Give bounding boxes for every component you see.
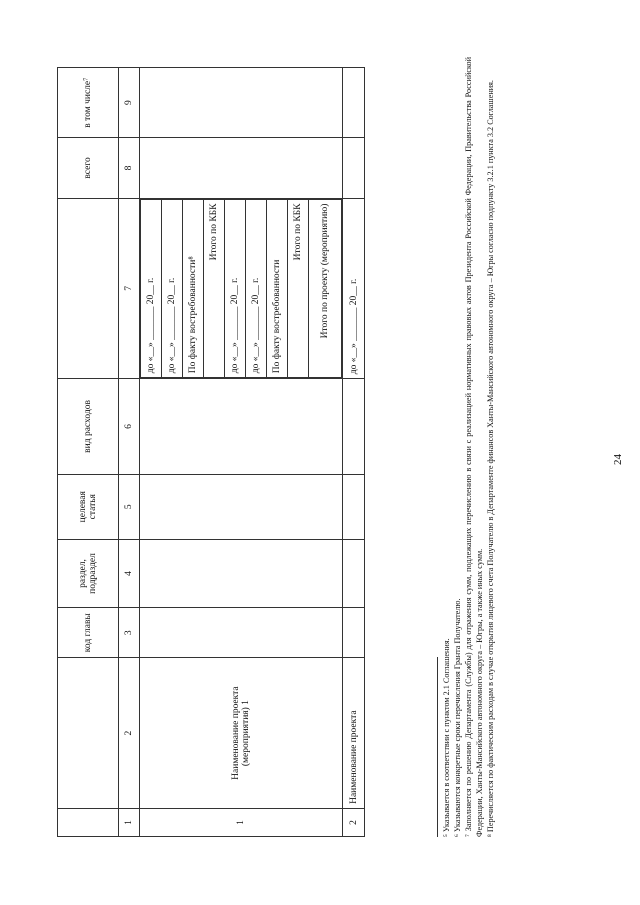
empty-cell [343,138,365,198]
project-name: Наименование проекта [343,658,365,809]
header-cell: код главы [58,608,119,658]
deadline-line: до «__» _______ 20__ г. [246,199,267,378]
fact-line: По факту востребованности [267,199,288,378]
deadline-line: до «__» _______ 20__ г. [141,199,162,378]
header-cell: в том числе⁷ [58,68,119,138]
empty-cell [140,608,343,658]
header-cell: всего [58,138,119,198]
empty-cell [140,539,343,607]
col-num: 3 [119,608,140,658]
empty-cell [343,608,365,658]
project-name: Наименование проекта (мероприятия) 1 [140,658,343,809]
header-cell: раздел, подраздел [58,539,119,607]
schedule-lines [140,199,342,379]
page-number: 24 [612,454,624,465]
empty-cell [343,474,365,539]
col-num: 5 [119,474,140,539]
header-cell [58,198,119,379]
header-cell: целевая статья [58,474,119,539]
empty-cell [140,474,343,539]
grant-schedule-table [57,67,365,837]
schedule-cell [140,198,343,379]
row-number: 2 [343,808,365,836]
footnote: ⁸ Перечисляется по фактическим расходам в случае открытия лицевого счета Получателю в Департаменте финансов Ханты-Мансийского автономного округа – Югры согласно подпункту 3.2.1 пункта 3.2 Соглашения. [486,80,495,837]
footnote: ⁶ Указываются конкретные сроки перечисления Гранта Получателю. [453,598,462,837]
empty-cell [140,68,343,138]
empty-cell [343,539,365,607]
footnote: ⁵ Указывается в соответствии с пунктом 2.1 Соглашения. [442,638,451,837]
footnote-rule [437,657,438,837]
footnote: ⁷ Заполняется по решению Департамента (Службы) для отражения сумм, подлежащих перечислению в связи с реализацией нормативных правовых актов Президента Российской Федерации, Правительства Российской Федерации, Ханты-Мансийского автономного округа – Югры, а также иных сумм. [464,57,484,837]
header-cell [58,658,119,809]
header-cell [58,808,119,836]
col-num: 9 [119,68,140,138]
col-num: 4 [119,539,140,607]
col-num: 6 [119,379,140,474]
deadline-line: до «__» _______ 20__ г. [343,198,365,379]
table-row [343,68,365,837]
header-cell: вид расходов [58,379,119,474]
total-kbk: Итого по КБК [288,199,309,378]
header-row [58,68,119,837]
col-num: 7 [119,198,140,379]
total-project: Итого по проекту (мероприятию) [309,199,342,378]
empty-cell [343,379,365,474]
total-kbk: Итого по КБК [204,199,225,378]
table-row [140,68,343,837]
footnotes [437,57,496,837]
row-number: 1 [140,808,343,836]
col-num: 1 [119,808,140,836]
empty-cell [343,68,365,138]
empty-cell [140,379,343,474]
col-num: 2 [119,658,140,809]
deadline-line: до «__» _______ 20__ г. [225,199,246,378]
fact-line: По факту востребованности⁸ [183,199,204,378]
empty-cell [140,138,343,198]
deadline-line: до «__» _______ 20__ г. [162,199,183,378]
col-num: 8 [119,138,140,198]
column-number-row [119,68,140,837]
